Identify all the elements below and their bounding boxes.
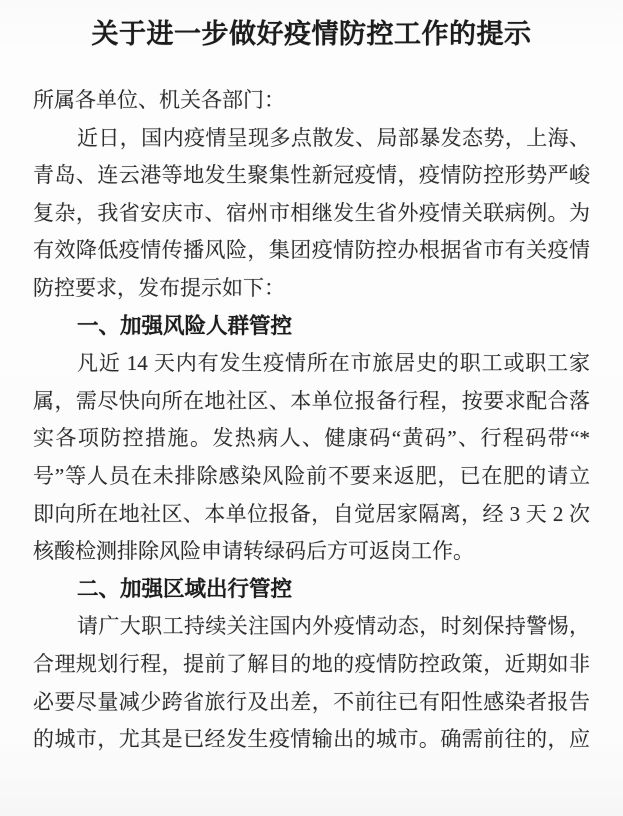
paragraph-2-line-5: 即向所在地社区、本单位报备，自觉居家隔离，经 3 天 2 次 (33, 501, 590, 526)
paragraph-1-line-5: 防控要求，发布提示如下： (33, 275, 285, 300)
paragraph-2-line-1: 凡近 14 天内有发生疫情所在市旅居史的职工或职工家 (77, 351, 590, 376)
paragraph-3-line-2: 合理规划行程，提前了解目的地的疫情防控政策，近期如非 (33, 651, 590, 676)
document-body (33, 82, 590, 759)
paragraph-2-line-2: 属，需尽快向所在地社区、本单位报备行程，按要求配合落 (33, 388, 590, 413)
paragraph-1-line-3: 复杂，我省安庆市、宿州市相继发生省外疫情关联病例。为 (33, 200, 590, 225)
paragraph-3-line-4: 的城市，尤其是已经发生疫情输出的城市。确需前往的，应 (33, 727, 590, 752)
salutation-line: 所属各单位、机关各部门： (33, 88, 285, 112)
document-title: 关于进一步做好疫情防控工作的提示 (91, 19, 532, 49)
paragraph-2-line-4: 号”等人员在未排除感染风险前不要来返肥，已在肥的请立 (33, 463, 590, 488)
paragraph-3-line-3: 必要尽量减少跨省旅行及出差，不前往已有阳性感染者报告 (33, 689, 590, 714)
section-heading-1: 一、加强风险人群管控 (77, 313, 293, 338)
paragraph-1-line-1: 近日，国内疫情呈现多点散发、局部暴发态势，上海、 (77, 125, 590, 150)
paragraph-2-line-3: 实各项防控措施。发热病人、健康码“黄码”、行程码带“* (33, 426, 590, 451)
paragraph-3-line-1: 请广大职工持续关注国内外疫情动态，时刻保持警惕， (77, 614, 590, 639)
section-heading-2: 二、加强区域出行管控 (77, 576, 293, 601)
paragraph-1-line-4: 有效降低疫情传播风险，集团疫情防控办根据省市有关疫情 (33, 238, 590, 263)
paragraph-2-line-6: 核酸检测排除风险申请转绿码后方可返岗工作。 (33, 539, 474, 564)
paragraph-1-line-2: 青岛、连云港等地发生聚集性新冠疫情，疫情防控形势严峻 (33, 163, 590, 188)
